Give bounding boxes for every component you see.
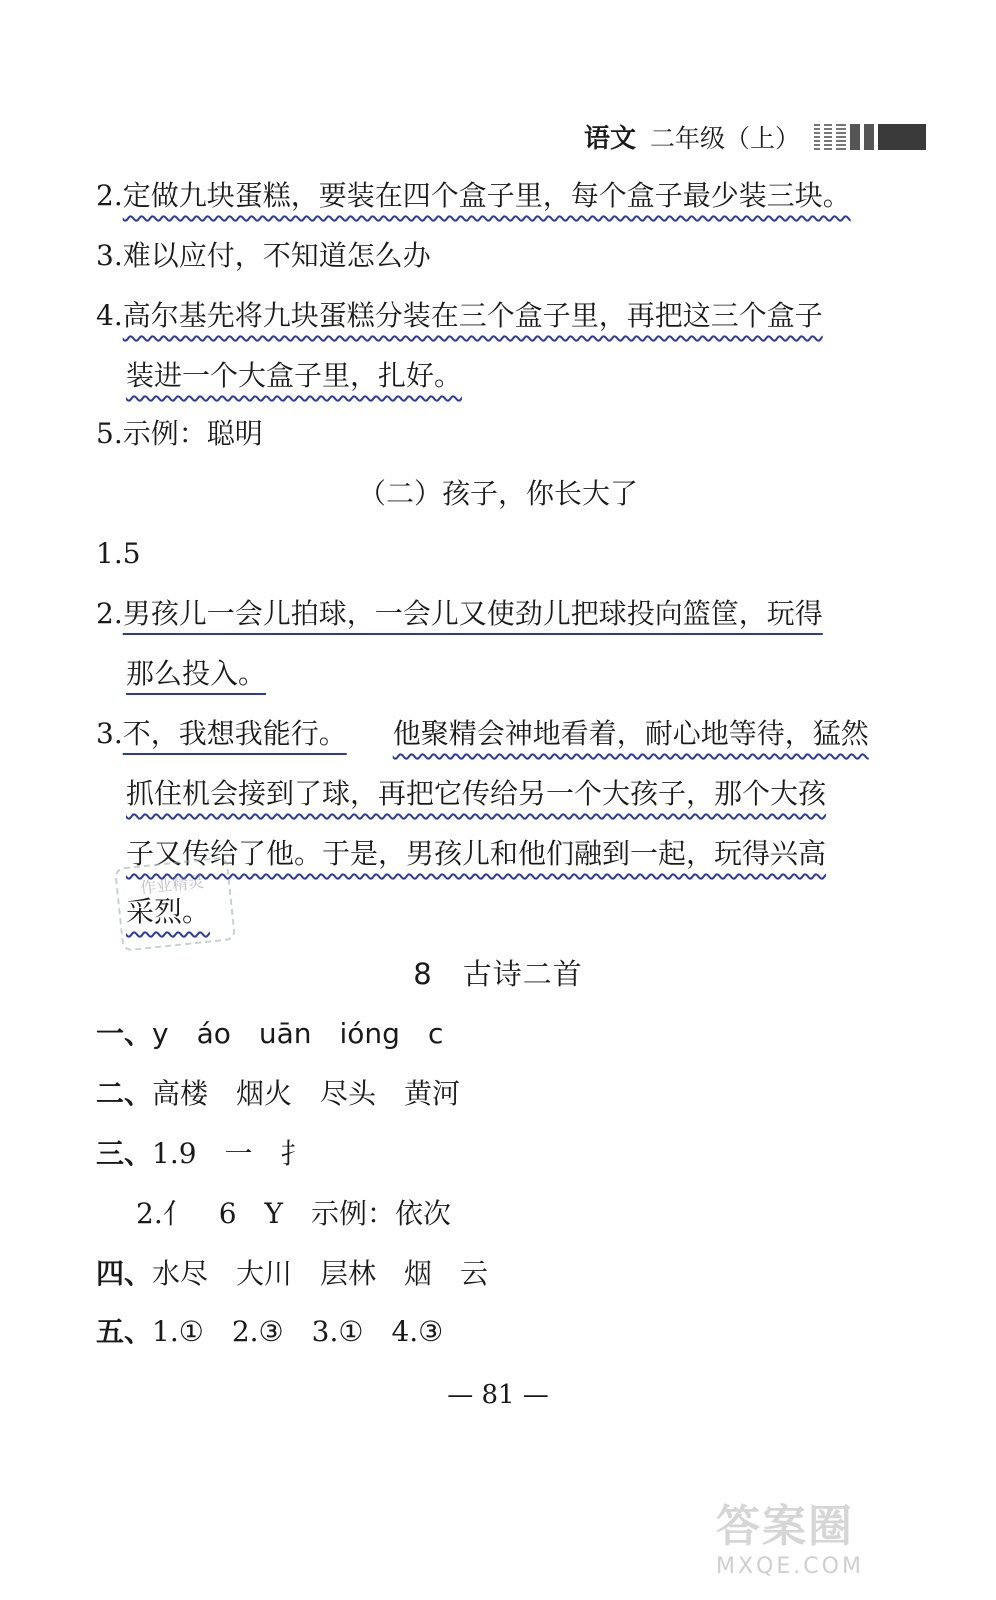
- answer-8-q5: [96, 1312, 443, 1352]
- answer-text: 那么投入。: [126, 657, 267, 690]
- stamp-mark: [114, 856, 236, 951]
- answer-2-q2-cont: [96, 654, 266, 694]
- answer-text: 示例：聪明: [122, 417, 263, 450]
- answer-a-q4: [96, 296, 823, 336]
- answer-number: 3.: [96, 717, 123, 750]
- answer-number: 1.: [96, 537, 123, 570]
- answer-number: 3.: [96, 239, 123, 272]
- header-subject: 语文: [583, 124, 636, 154]
- answer-text: 2.亻 6 Y 示例：依次: [136, 1197, 452, 1230]
- answer-text: y áo uān ióng c: [152, 1017, 444, 1050]
- answer-text: 高楼 烟火 尽头 黄河: [152, 1077, 461, 1110]
- answer-8-q1: [96, 1014, 443, 1054]
- page-header: [584, 118, 926, 155]
- page-number: — 81 —: [447, 1380, 549, 1410]
- answer-text: 5: [122, 537, 141, 570]
- section-title-2: （二）孩子，你长大了: [357, 477, 638, 510]
- answer-8-q2: [96, 1074, 460, 1114]
- watermark-logo: 答案圈: [716, 1501, 854, 1552]
- header-decoration: [814, 123, 926, 151]
- answer-a-q2: [96, 176, 851, 216]
- answer-8-q3b: [136, 1194, 451, 1234]
- answer-a-q3: [96, 236, 431, 276]
- answer-8-q4: [96, 1254, 488, 1294]
- answer-8-q3: [96, 1134, 309, 1174]
- answer-text: 男孩儿一会儿拍球，一会儿又使劲儿把球投向篮筐，玩得: [122, 597, 823, 630]
- stamp-text: 作业精灵: [139, 871, 205, 898]
- answer-2-q1: [96, 534, 141, 574]
- answer-text: 1.9 一 扌: [152, 1137, 309, 1170]
- answer-a-q4-cont: [96, 356, 462, 396]
- answer-number: 2.: [96, 597, 123, 630]
- watermark-url: MXQE.COM: [716, 1554, 864, 1579]
- answer-number: 2.: [96, 179, 123, 212]
- answer-text: 难以应付，不知道怎么办: [122, 239, 431, 272]
- answer-2-q3: [96, 714, 869, 754]
- answer-label: 三、: [96, 1137, 153, 1170]
- answer-text: 采烈。: [126, 895, 211, 928]
- answer-text: 抓住机会接到了球，再把它传给另一个大孩子，那个大孩: [126, 777, 827, 810]
- header-grade: 二年级（上）: [649, 123, 800, 153]
- answer-label: 一、: [96, 1017, 153, 1050]
- answer-2-q2: [96, 594, 823, 634]
- answer-text: 不，我想我能行。: [122, 717, 347, 750]
- answer-label: 五、: [96, 1315, 153, 1348]
- answer-text: 子又传给了他。于是，男孩儿和他们融到一起，玩得兴高: [126, 837, 827, 870]
- answer-2-q3-line2: [96, 774, 826, 814]
- answer-label: 四、: [96, 1257, 153, 1290]
- watermark: [716, 1490, 966, 1580]
- answer-number: 5.: [96, 417, 123, 450]
- answer-text: 装进一个大盒子里，扎好。: [126, 359, 463, 392]
- answer-text: 1.① 2.③ 3.① 4.③: [152, 1315, 444, 1348]
- section-title-8: 8 古诗二首: [413, 957, 583, 991]
- answer-label: 二、: [96, 1077, 153, 1110]
- answer-text: 高尔基先将九块蛋糕分装在三个盒子里，再把这三个盒子: [122, 299, 823, 332]
- answer-text: 定做九块蛋糕，要装在四个盒子里，每个盒子最少装三块。: [122, 179, 851, 212]
- answer-a-q5: [96, 414, 263, 454]
- answer-number: 4.: [96, 299, 123, 332]
- answer-text: 水尽 大川 层林 烟 云: [152, 1257, 489, 1290]
- answer-text: 他聚精会神地看着，耐心地等待，猛然: [392, 717, 869, 750]
